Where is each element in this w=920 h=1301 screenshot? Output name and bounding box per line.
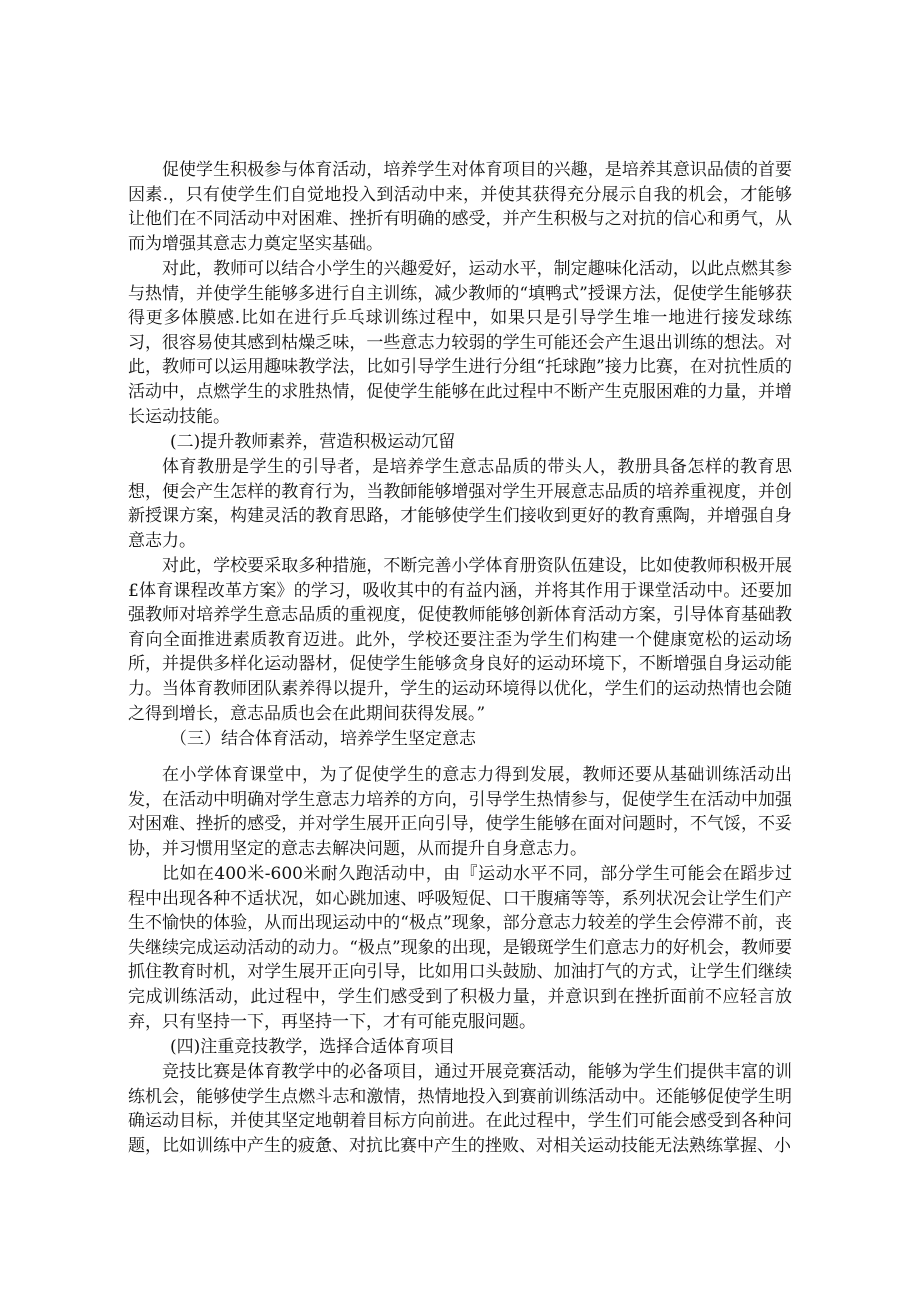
paragraph-4: 对此，学校要采取多种措施，不断完善小学体育册资队伍建设，比如使教师积极开展£体育课程改革方案》的学习，吸收其中的有益内涵，并将其作用于课堂活动中。还要加强教师对培养学生意志品质的重视度，促使教师能够创新体育活动方案，引导体育基础教育向全面推进素质教育迈进。此外，学校还要注歪为学生们构建一个健康宽松的运动场所，并提供多样化运动器材，促使学生能够贪身良好的运动环境下，不断增强自身运动能力。当体育教师团队素养得以提升，学生的运动环境得以优化，学生们的运动热情也会随之得到增长，意志品质也会在此期间获得发展。” bbox=[128, 556, 792, 724]
paragraph-5: 在小学体育课堂中，为了促使学生的意志力得到发展，教师还要从基础训练活动出发，在活动中明确对学生意志力培养的方向，引导学生热情参与，促使学生在活动中加强对困难、挫折的感受，并对学生展开正向引导，使学生能够在面对问题时，不气馁，不妥协，并习惯用坚定的意志去解决问题，从而提升自身意志力。 bbox=[128, 765, 792, 859]
paragraph-2: 对此，教师可以结合小学生的兴趣爱好，运动水平，制定趣味化活动，以此点燃其参与热情，并使学生能够多进行自主训练，减少教师的“填鸭式”授课方法，促使学生能够获得更多体膜感.比如在进行乒乓球训练过程中，如果只是引导学生堆一地进行接发球练习，很容易使其感到枯燥乏味，一些意志力较弱的学生可能还会产生退出训练的想法。对此，教师可以运用趣味教学法，比如引导学生进行分组“托球跑”接力比赛，在对抗性质的活动中，点燃学生的求胜热情，促使学生能够在此过程中不断产生克服困难的力量，并增长运动技能。 bbox=[128, 259, 792, 427]
paragraph-7: 竞技比赛是体育教学中的必备项目，通过开展竞赛活动，能够为学生们提供丰富的训练机会，能够使学生点燃斗志和激情，热情地投入到赛前训练活动中。还能够促使学生明确运动目标，并使其坚定地朝着目标方向前进。在此过程中，学生们可能会感受到各种问题，比如训练中产生的疲惫、对抗比赛中产生的挫败、对相关运动技能无法熟练掌握、小 bbox=[128, 1062, 792, 1156]
paragraph-3: 体育教册是学生的引导者，是培养学生意志品质的带头人，教册具备怎样的教育思想，便会产生怎样的教育行为，当教師能够增强对学生开展意志品质的培养重视度，并创新授课方案，构建灵活的教育思路，才能够使学生们接收到更好的教育熏陶，并增强自身意志力。 bbox=[128, 457, 792, 551]
paragraph-1: 促使学生积极参与体育活动，培养学生对体育项目的兴趣，是培养其意识品债的首要因素.，只有使学生们自觉地投入到活动中来，并使其获得充分展示自我的机会，才能够让他们在不同活动中对困难、挫折有明确的感受，并产生积极与之对抗的信心和勇气，从而为增强其意志力奠定坚实基础。 bbox=[128, 160, 792, 254]
section-heading-2: (二)提升教师素养，营造积极运动冗留 bbox=[170, 432, 456, 452]
section-heading-3: （三）结合体育活动，培养学生坚定意志 bbox=[170, 729, 476, 749]
paragraph-6: 比如在400米-600米耐久跑活动中，由『运动水平不同，部分学生可能会在蹈步过程中出现各种不适状况，如心跳加速、呼吸短促、口干腹痛等等，系列状况会让学生们产生不愉快的体验，从而出现运动中的“极点”现象，部分意志力较差的学生会停滞不前，丧失继续完成运动活动的动力。“极点”现象的出现，是锻斑学生们意志力的好机会，教师要抓住教育时机，对学生展开正向引导，比如用口头鼓励、加油打气的方式，让学生们继续完成训练活动，此过程中，学生们感受到了积极力量，并意识到在挫折面前不应轻言放弃，只有坚持一下，再坚持一下，才有可能克服问题。 bbox=[128, 864, 792, 1032]
section-heading-4: (四)注重竞技教学，选择合适体育项目 bbox=[170, 1037, 456, 1057]
